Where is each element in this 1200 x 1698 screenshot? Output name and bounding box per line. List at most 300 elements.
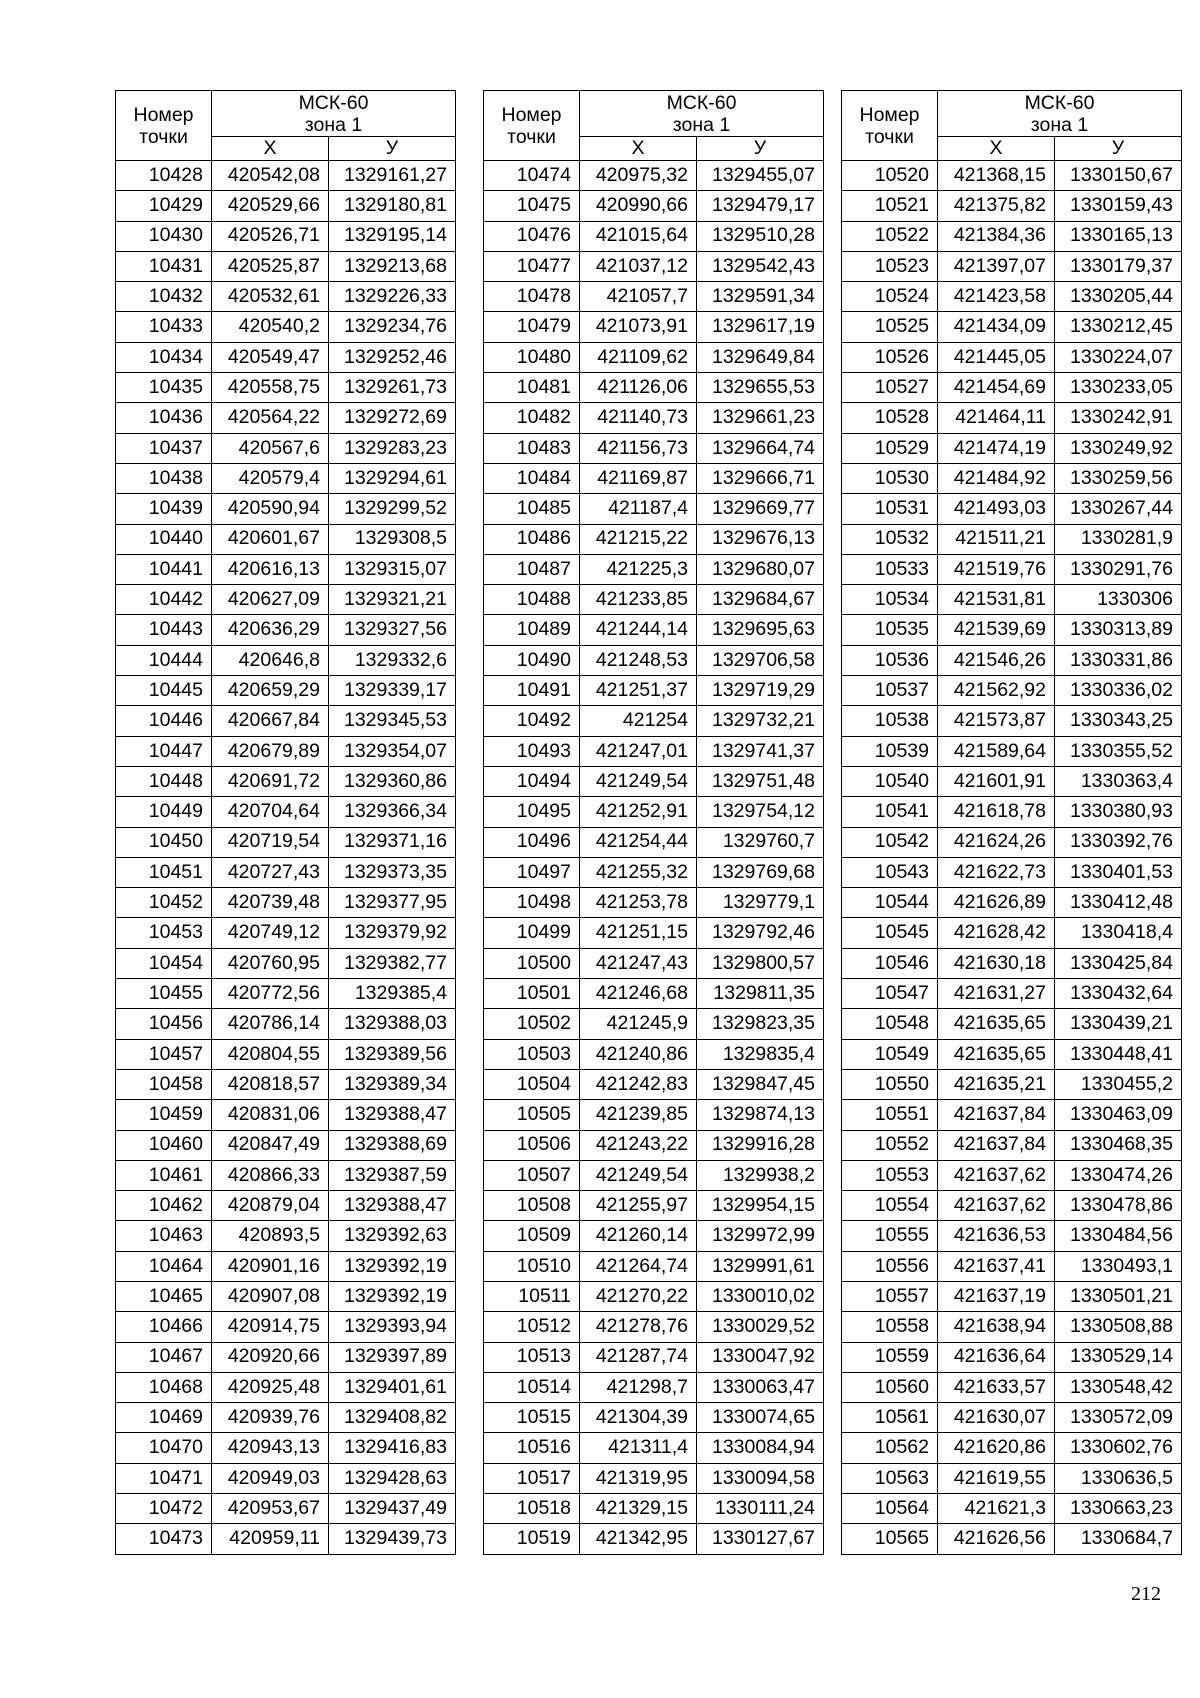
y-cell: 1329366,34 bbox=[329, 797, 456, 827]
table-row bbox=[842, 1009, 1182, 1039]
point-number-cell: 10502 bbox=[484, 1009, 580, 1039]
point-number-cell: 10467 bbox=[116, 1342, 212, 1372]
table-body bbox=[116, 161, 456, 1555]
x-cell: 421637,19 bbox=[938, 1281, 1055, 1311]
coordinates-table-3 bbox=[841, 90, 1182, 1555]
x-cell: 421637,84 bbox=[938, 1130, 1055, 1160]
y-cell: 1330484,56 bbox=[1055, 1221, 1182, 1251]
x-cell: 420727,43 bbox=[212, 857, 329, 887]
y-cell: 1329664,74 bbox=[697, 433, 824, 463]
table-row bbox=[842, 191, 1182, 221]
x-cell: 420953,67 bbox=[212, 1494, 329, 1524]
x-cell: 421015,64 bbox=[580, 221, 697, 251]
point-number-cell: 10557 bbox=[842, 1281, 938, 1311]
y-cell: 1329371,16 bbox=[329, 827, 456, 857]
header-zone: зона 1 bbox=[304, 113, 363, 136]
y-cell: 1330010,02 bbox=[697, 1281, 824, 1311]
y-cell: 1330418,4 bbox=[1055, 918, 1182, 948]
y-cell: 1330249,92 bbox=[1055, 433, 1182, 463]
x-cell: 421562,92 bbox=[938, 676, 1055, 706]
x-cell: 421601,91 bbox=[938, 766, 1055, 796]
table-row bbox=[116, 1494, 456, 1524]
point-number-cell: 10501 bbox=[484, 979, 580, 1009]
y-cell: 1329180,81 bbox=[329, 191, 456, 221]
x-cell: 421244,14 bbox=[580, 615, 697, 645]
y-cell: 1329387,59 bbox=[329, 1160, 456, 1190]
y-cell: 1329655,53 bbox=[697, 373, 824, 403]
x-cell: 421254,44 bbox=[580, 827, 697, 857]
table-row bbox=[484, 736, 824, 766]
table-row bbox=[116, 857, 456, 887]
table-row bbox=[116, 615, 456, 645]
point-number-cell: 10492 bbox=[484, 706, 580, 736]
table-row bbox=[116, 1372, 456, 1402]
y-cell: 1329847,45 bbox=[697, 1069, 824, 1099]
x-cell: 421249,54 bbox=[580, 1160, 697, 1190]
x-cell: 420590,94 bbox=[212, 494, 329, 524]
table-row bbox=[842, 706, 1182, 736]
point-number-cell: 10534 bbox=[842, 585, 938, 615]
table-row bbox=[116, 1069, 456, 1099]
point-number-cell: 10564 bbox=[842, 1494, 938, 1524]
x-cell: 420901,16 bbox=[212, 1251, 329, 1281]
x-cell: 421247,01 bbox=[580, 736, 697, 766]
x-cell: 420749,12 bbox=[212, 918, 329, 948]
x-cell: 421493,03 bbox=[938, 494, 1055, 524]
table-row bbox=[484, 1009, 824, 1039]
table-row bbox=[484, 1342, 824, 1372]
x-cell: 420847,49 bbox=[212, 1130, 329, 1160]
point-number-cell: 10515 bbox=[484, 1403, 580, 1433]
table-row bbox=[842, 524, 1182, 554]
x-cell: 421057,7 bbox=[580, 282, 697, 312]
point-number-cell: 10558 bbox=[842, 1312, 938, 1342]
header-coordinate-system bbox=[212, 91, 456, 137]
point-number-cell: 10554 bbox=[842, 1191, 938, 1221]
y-cell: 1329354,07 bbox=[329, 736, 456, 766]
table-row bbox=[116, 918, 456, 948]
y-cell: 1329779,1 bbox=[697, 888, 824, 918]
point-number-cell: 10500 bbox=[484, 948, 580, 978]
y-cell: 1329823,35 bbox=[697, 1009, 824, 1039]
table-row bbox=[484, 191, 824, 221]
point-number-cell: 10506 bbox=[484, 1130, 580, 1160]
point-number-cell: 10485 bbox=[484, 494, 580, 524]
x-cell: 421637,84 bbox=[938, 1100, 1055, 1130]
x-cell: 421546,26 bbox=[938, 645, 1055, 675]
x-cell: 421474,19 bbox=[938, 433, 1055, 463]
point-number-cell: 10552 bbox=[842, 1130, 938, 1160]
y-cell: 1329835,4 bbox=[697, 1039, 824, 1069]
table-row bbox=[842, 403, 1182, 433]
point-number-cell: 10509 bbox=[484, 1221, 580, 1251]
table-row bbox=[842, 251, 1182, 281]
x-cell: 420804,55 bbox=[212, 1039, 329, 1069]
point-number-cell: 10562 bbox=[842, 1433, 938, 1463]
y-cell: 1329379,92 bbox=[329, 918, 456, 948]
x-cell: 421637,62 bbox=[938, 1191, 1055, 1221]
point-number-cell: 10435 bbox=[116, 373, 212, 403]
x-cell: 420925,48 bbox=[212, 1372, 329, 1402]
table-row bbox=[484, 827, 824, 857]
y-cell: 1330306 bbox=[1055, 585, 1182, 615]
table-row bbox=[484, 1160, 824, 1190]
x-cell: 421251,37 bbox=[580, 676, 697, 706]
table-row bbox=[842, 494, 1182, 524]
x-cell: 421636,64 bbox=[938, 1342, 1055, 1372]
x-cell: 421243,22 bbox=[580, 1130, 697, 1160]
y-cell: 1329706,58 bbox=[697, 645, 824, 675]
header-system: МСК-60 bbox=[666, 91, 737, 114]
table-row bbox=[842, 161, 1182, 191]
table-row bbox=[116, 373, 456, 403]
point-number-cell: 10447 bbox=[116, 736, 212, 766]
point-number-cell: 10498 bbox=[484, 888, 580, 918]
table-row bbox=[116, 161, 456, 191]
table-row bbox=[484, 1372, 824, 1402]
table-row bbox=[842, 827, 1182, 857]
point-number-cell: 10481 bbox=[484, 373, 580, 403]
x-cell: 421619,55 bbox=[938, 1463, 1055, 1493]
x-cell: 421253,78 bbox=[580, 888, 697, 918]
table-row bbox=[842, 979, 1182, 1009]
y-cell: 1329360,86 bbox=[329, 766, 456, 796]
x-cell: 421384,36 bbox=[938, 221, 1055, 251]
point-number-cell: 10486 bbox=[484, 524, 580, 554]
table-row bbox=[116, 736, 456, 766]
point-number-cell: 10520 bbox=[842, 161, 938, 191]
point-number-cell: 10524 bbox=[842, 282, 938, 312]
point-number-cell: 10443 bbox=[116, 615, 212, 645]
y-cell: 1329874,13 bbox=[697, 1100, 824, 1130]
y-cell: 1329161,27 bbox=[329, 161, 456, 191]
x-cell: 421635,21 bbox=[938, 1069, 1055, 1099]
x-cell: 421621,3 bbox=[938, 1494, 1055, 1524]
point-number-cell: 10561 bbox=[842, 1403, 938, 1433]
header-point-number: Номер точки bbox=[842, 91, 938, 161]
table-row bbox=[116, 1191, 456, 1221]
y-cell: 1329261,73 bbox=[329, 373, 456, 403]
table-row bbox=[116, 1130, 456, 1160]
y-cell: 1330259,56 bbox=[1055, 463, 1182, 493]
point-number-cell: 10438 bbox=[116, 463, 212, 493]
point-number-cell: 10457 bbox=[116, 1039, 212, 1069]
header-y: У bbox=[1055, 137, 1182, 161]
point-number-cell: 10508 bbox=[484, 1191, 580, 1221]
y-cell: 1330212,45 bbox=[1055, 312, 1182, 342]
y-cell: 1329666,71 bbox=[697, 463, 824, 493]
table-body bbox=[842, 161, 1182, 1555]
x-cell: 421073,91 bbox=[580, 312, 697, 342]
point-number-cell: 10548 bbox=[842, 1009, 938, 1039]
x-cell: 420525,87 bbox=[212, 251, 329, 281]
point-number-cell: 10494 bbox=[484, 766, 580, 796]
y-cell: 1329649,84 bbox=[697, 342, 824, 372]
point-number-cell: 10547 bbox=[842, 979, 938, 1009]
point-number-cell: 10531 bbox=[842, 494, 938, 524]
x-cell: 421260,14 bbox=[580, 1221, 697, 1251]
point-number-cell: 10521 bbox=[842, 191, 938, 221]
point-number-cell: 10537 bbox=[842, 676, 938, 706]
y-cell: 1330224,07 bbox=[1055, 342, 1182, 372]
table-row bbox=[116, 1039, 456, 1069]
table-row bbox=[116, 585, 456, 615]
table-row bbox=[116, 342, 456, 372]
point-number-cell: 10451 bbox=[116, 857, 212, 887]
x-cell: 420542,08 bbox=[212, 161, 329, 191]
x-cell: 420627,09 bbox=[212, 585, 329, 615]
table-row bbox=[842, 676, 1182, 706]
point-number-cell: 10453 bbox=[116, 918, 212, 948]
point-number-cell: 10507 bbox=[484, 1160, 580, 1190]
table-row bbox=[484, 615, 824, 645]
y-cell: 1330572,09 bbox=[1055, 1403, 1182, 1433]
x-cell: 421319,95 bbox=[580, 1463, 697, 1493]
point-number-cell: 10465 bbox=[116, 1281, 212, 1311]
y-cell: 1330380,93 bbox=[1055, 797, 1182, 827]
table-row bbox=[116, 524, 456, 554]
coordinates-table-2 bbox=[483, 90, 824, 1555]
point-number-cell: 10434 bbox=[116, 342, 212, 372]
y-cell: 1330165,13 bbox=[1055, 221, 1182, 251]
table-row bbox=[842, 766, 1182, 796]
x-cell: 420601,67 bbox=[212, 524, 329, 554]
x-cell: 421397,07 bbox=[938, 251, 1055, 281]
table-row bbox=[116, 554, 456, 584]
table-row bbox=[484, 1251, 824, 1281]
table-row bbox=[484, 524, 824, 554]
table-row bbox=[484, 1403, 824, 1433]
x-cell: 421255,97 bbox=[580, 1191, 697, 1221]
table-row bbox=[484, 373, 824, 403]
point-number-cell: 10551 bbox=[842, 1100, 938, 1130]
point-number-cell: 10460 bbox=[116, 1130, 212, 1160]
table-row bbox=[484, 1100, 824, 1130]
point-number-cell: 10429 bbox=[116, 191, 212, 221]
x-cell: 421264,74 bbox=[580, 1251, 697, 1281]
table-row bbox=[842, 312, 1182, 342]
point-number-cell: 10470 bbox=[116, 1433, 212, 1463]
point-number-cell: 10523 bbox=[842, 251, 938, 281]
table-row bbox=[116, 251, 456, 281]
y-cell: 1330501,21 bbox=[1055, 1281, 1182, 1311]
table-row bbox=[116, 1009, 456, 1039]
y-cell: 1329479,17 bbox=[697, 191, 824, 221]
y-cell: 1329392,63 bbox=[329, 1221, 456, 1251]
point-number-cell: 10483 bbox=[484, 433, 580, 463]
y-cell: 1329195,14 bbox=[329, 221, 456, 251]
table-row bbox=[842, 221, 1182, 251]
x-cell: 420949,03 bbox=[212, 1463, 329, 1493]
point-number-cell: 10491 bbox=[484, 676, 580, 706]
table-row bbox=[116, 1403, 456, 1433]
y-cell: 1330478,86 bbox=[1055, 1191, 1182, 1221]
y-cell: 1330233,05 bbox=[1055, 373, 1182, 403]
x-cell: 421140,73 bbox=[580, 403, 697, 433]
y-cell: 1330602,76 bbox=[1055, 1433, 1182, 1463]
point-number-cell: 10546 bbox=[842, 948, 938, 978]
table-row bbox=[842, 736, 1182, 766]
point-number-cell: 10563 bbox=[842, 1463, 938, 1493]
y-cell: 1329972,99 bbox=[697, 1221, 824, 1251]
point-number-cell: 10499 bbox=[484, 918, 580, 948]
table-row bbox=[484, 888, 824, 918]
y-cell: 1329769,68 bbox=[697, 857, 824, 887]
point-number-cell: 10480 bbox=[484, 342, 580, 372]
table-row bbox=[116, 645, 456, 675]
x-cell: 420616,13 bbox=[212, 554, 329, 584]
table-row bbox=[842, 918, 1182, 948]
table-row bbox=[842, 1342, 1182, 1372]
x-cell: 420786,14 bbox=[212, 1009, 329, 1039]
y-cell: 1330468,35 bbox=[1055, 1130, 1182, 1160]
y-cell: 1330331,86 bbox=[1055, 645, 1182, 675]
table-row bbox=[484, 1130, 824, 1160]
x-cell: 421531,81 bbox=[938, 585, 1055, 615]
x-cell: 421255,32 bbox=[580, 857, 697, 887]
x-cell: 421539,69 bbox=[938, 615, 1055, 645]
point-number-cell: 10555 bbox=[842, 1221, 938, 1251]
table-row bbox=[116, 1433, 456, 1463]
table-row bbox=[116, 827, 456, 857]
x-cell: 420959,11 bbox=[212, 1524, 329, 1554]
table-row bbox=[484, 645, 824, 675]
x-cell: 420558,75 bbox=[212, 373, 329, 403]
table-row bbox=[842, 615, 1182, 645]
point-number-cell: 10452 bbox=[116, 888, 212, 918]
point-number-cell: 10553 bbox=[842, 1160, 938, 1190]
y-cell: 1329382,77 bbox=[329, 948, 456, 978]
y-cell: 1329455,07 bbox=[697, 161, 824, 191]
point-number-cell: 10536 bbox=[842, 645, 938, 675]
table-row bbox=[484, 463, 824, 493]
y-cell: 1329591,34 bbox=[697, 282, 824, 312]
x-cell: 420907,08 bbox=[212, 1281, 329, 1311]
point-number-cell: 10543 bbox=[842, 857, 938, 887]
table-row bbox=[842, 645, 1182, 675]
y-cell: 1329617,19 bbox=[697, 312, 824, 342]
table-row bbox=[842, 342, 1182, 372]
x-cell: 421156,73 bbox=[580, 433, 697, 463]
point-number-cell: 10525 bbox=[842, 312, 938, 342]
table-row bbox=[842, 554, 1182, 584]
point-number-cell: 10431 bbox=[116, 251, 212, 281]
point-number-cell: 10448 bbox=[116, 766, 212, 796]
point-number-cell: 10442 bbox=[116, 585, 212, 615]
point-number-cell: 10512 bbox=[484, 1312, 580, 1342]
table-row bbox=[842, 1191, 1182, 1221]
table-row bbox=[842, 948, 1182, 978]
header-system: МСК-60 bbox=[1024, 91, 1095, 114]
x-cell: 421240,86 bbox=[580, 1039, 697, 1069]
x-cell: 420760,95 bbox=[212, 948, 329, 978]
header-y: У bbox=[329, 137, 456, 161]
x-cell: 420579,4 bbox=[212, 463, 329, 493]
x-cell: 420526,71 bbox=[212, 221, 329, 251]
x-cell: 420529,66 bbox=[212, 191, 329, 221]
y-cell: 1329272,69 bbox=[329, 403, 456, 433]
y-cell: 1329327,56 bbox=[329, 615, 456, 645]
table-row bbox=[842, 1160, 1182, 1190]
table-row bbox=[842, 1372, 1182, 1402]
x-cell: 420772,56 bbox=[212, 979, 329, 1009]
x-cell: 420532,61 bbox=[212, 282, 329, 312]
point-number-cell: 10493 bbox=[484, 736, 580, 766]
point-number-cell: 10513 bbox=[484, 1342, 580, 1372]
x-cell: 420667,84 bbox=[212, 706, 329, 736]
point-number-cell: 10549 bbox=[842, 1039, 938, 1069]
x-cell: 421573,87 bbox=[938, 706, 1055, 736]
table-row bbox=[484, 948, 824, 978]
point-number-cell: 10449 bbox=[116, 797, 212, 827]
x-cell: 421628,42 bbox=[938, 918, 1055, 948]
x-cell: 421252,91 bbox=[580, 797, 697, 827]
table-row bbox=[116, 1251, 456, 1281]
point-number-cell: 10464 bbox=[116, 1251, 212, 1281]
table-row bbox=[484, 1312, 824, 1342]
table-row bbox=[116, 888, 456, 918]
x-cell: 420975,32 bbox=[580, 161, 697, 191]
table-row bbox=[842, 433, 1182, 463]
point-number-cell: 10511 bbox=[484, 1281, 580, 1311]
x-cell: 421637,41 bbox=[938, 1251, 1055, 1281]
y-cell: 1329416,83 bbox=[329, 1433, 456, 1463]
y-cell: 1329938,2 bbox=[697, 1160, 824, 1190]
y-cell: 1330455,2 bbox=[1055, 1069, 1182, 1099]
table-row bbox=[842, 1251, 1182, 1281]
point-number-cell: 10529 bbox=[842, 433, 938, 463]
y-cell: 1329676,13 bbox=[697, 524, 824, 554]
y-cell: 1330127,67 bbox=[697, 1524, 824, 1554]
y-cell: 1329408,82 bbox=[329, 1403, 456, 1433]
y-cell: 1329388,03 bbox=[329, 1009, 456, 1039]
table-row bbox=[116, 312, 456, 342]
x-cell: 421519,76 bbox=[938, 554, 1055, 584]
table-row bbox=[484, 857, 824, 887]
table-row bbox=[842, 888, 1182, 918]
y-cell: 1330094,58 bbox=[697, 1463, 824, 1493]
y-cell: 1329954,15 bbox=[697, 1191, 824, 1221]
y-cell: 1330291,76 bbox=[1055, 554, 1182, 584]
point-number-cell: 10473 bbox=[116, 1524, 212, 1554]
y-cell: 1329388,69 bbox=[329, 1130, 456, 1160]
x-cell: 421249,54 bbox=[580, 766, 697, 796]
x-cell: 421215,22 bbox=[580, 524, 697, 554]
x-cell: 420939,76 bbox=[212, 1403, 329, 1433]
point-number-cell: 10535 bbox=[842, 615, 938, 645]
point-number-cell: 10565 bbox=[842, 1524, 938, 1554]
point-number-cell: 10461 bbox=[116, 1160, 212, 1190]
point-number-cell: 10471 bbox=[116, 1463, 212, 1493]
x-cell: 421631,27 bbox=[938, 979, 1055, 1009]
x-cell: 421247,43 bbox=[580, 948, 697, 978]
x-cell: 420540,2 bbox=[212, 312, 329, 342]
x-cell: 421630,18 bbox=[938, 948, 1055, 978]
x-cell: 421624,26 bbox=[938, 827, 1055, 857]
x-cell: 420646,8 bbox=[212, 645, 329, 675]
x-cell: 421635,65 bbox=[938, 1039, 1055, 1069]
point-number-cell: 10489 bbox=[484, 615, 580, 645]
point-number-cell: 10540 bbox=[842, 766, 938, 796]
table-row bbox=[842, 373, 1182, 403]
table-row bbox=[484, 312, 824, 342]
y-cell: 1329339,17 bbox=[329, 676, 456, 706]
table-row bbox=[116, 1100, 456, 1130]
point-number-cell: 10482 bbox=[484, 403, 580, 433]
point-number-cell: 10497 bbox=[484, 857, 580, 887]
table-row bbox=[116, 221, 456, 251]
y-cell: 1329741,37 bbox=[697, 736, 824, 766]
